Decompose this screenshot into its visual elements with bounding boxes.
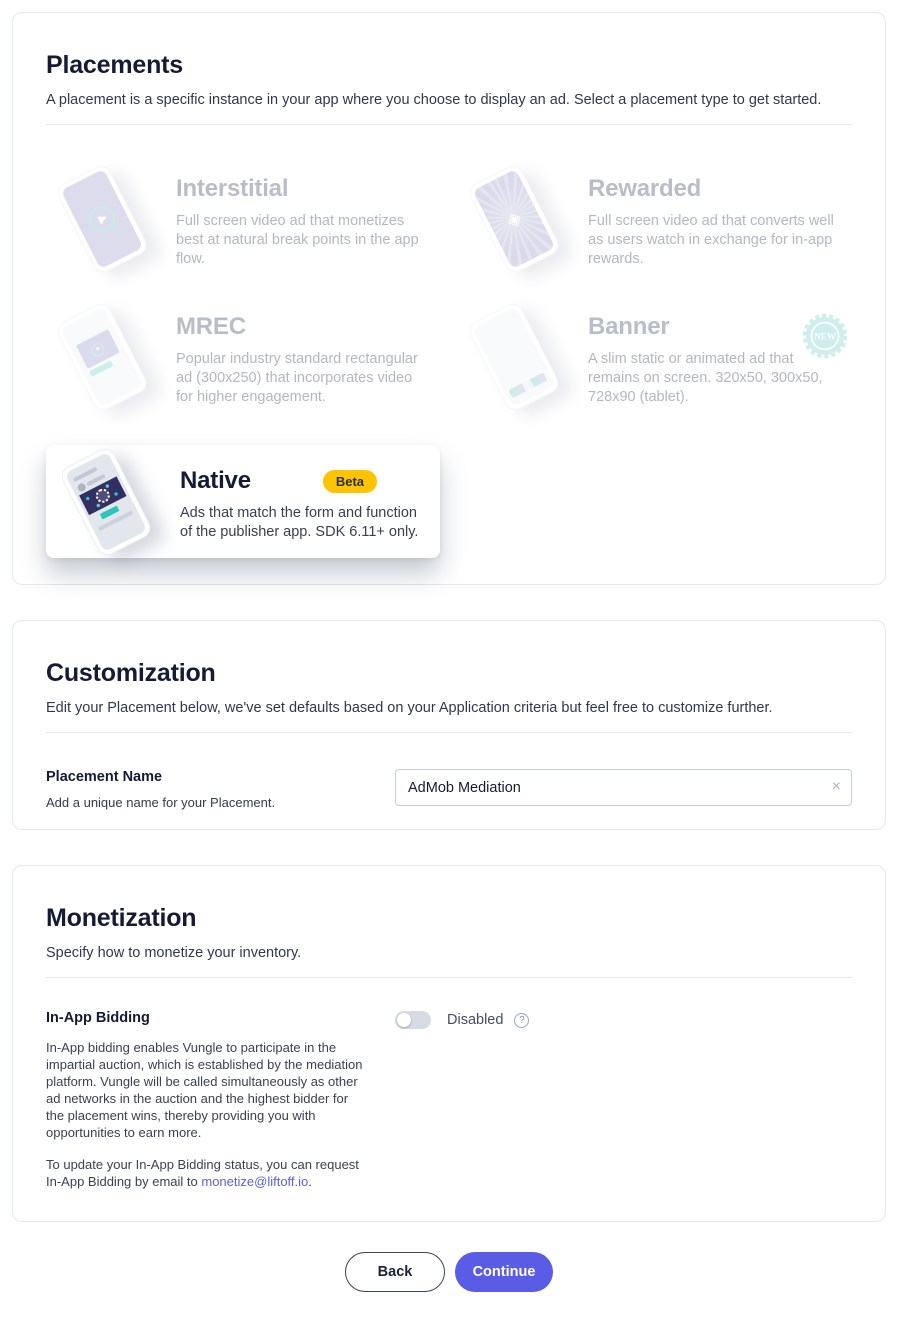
back-button[interactable]: Back — [345, 1252, 445, 1292]
gem-icon: ◈ — [503, 206, 525, 232]
placements-subtitle: A placement is a specific instance in your app where you choose to display an ad. Select a placement type to get started. — [46, 92, 822, 108]
placement-type-title: Rewarded — [588, 175, 702, 202]
toggle-status-text: Disabled — [447, 1012, 504, 1028]
banner-phone-icon — [458, 307, 570, 407]
in-app-bidding-request-text: To update your In-App Bidding status, you can request In-App Bidding by email to monetize@liftoff.io. — [46, 1157, 359, 1189]
section-divider — [46, 124, 852, 125]
placement-name-helper: Add a unique name for your Placement. — [46, 795, 276, 810]
section-divider — [46, 732, 852, 733]
interstitial-phone-icon — [46, 169, 158, 269]
placements-title: Placements — [46, 51, 183, 79]
placement-type-grid — [46, 169, 852, 558]
placement-name-field-row — [46, 769, 852, 810]
continue-button[interactable]: Continue — [455, 1252, 553, 1292]
clear-input-icon[interactable]: × — [831, 778, 841, 795]
placement-type-title: Banner — [588, 313, 670, 340]
toggle-knob — [397, 1013, 411, 1027]
placement-type-title: Native — [180, 467, 251, 494]
placement-name-input[interactable] — [395, 769, 852, 806]
customization-title: Customization — [46, 659, 216, 687]
placement-type-mrec[interactable] — [46, 307, 440, 407]
placement-type-description: Full screen video ad that monetizes best at natural break points in the app flow. — [176, 213, 419, 267]
placement-type-title: MREC — [176, 313, 246, 340]
beta-badge: Beta — [323, 470, 377, 493]
section-divider — [46, 977, 852, 978]
rewarded-phone-icon — [458, 169, 570, 269]
play-icon: ▶ — [89, 340, 106, 357]
shutter-icon — [94, 486, 113, 505]
svg-text:NEW: NEW — [814, 331, 836, 342]
footer-actions — [0, 1252, 898, 1292]
customization-section — [12, 620, 886, 830]
monetization-section — [12, 865, 886, 1222]
in-app-bidding-label: In-App Bidding — [46, 1010, 150, 1026]
monetize-email-link[interactable]: monetize@liftoff.io — [201, 1174, 309, 1189]
mrec-phone-icon — [46, 307, 158, 407]
in-app-bidding-row — [46, 1010, 852, 1190]
monetization-title: Monetization — [46, 904, 197, 932]
in-app-bidding-description: In-App bidding enables Vungle to participate in the impartial auction, which is established by the mediation platform. Vungle will be called simultaneously as other ad networks in the auction and the highest bidder for the placement wins, thereby providing you with opportunities to earn more. — [46, 1040, 363, 1140]
help-icon[interactable]: ? — [514, 1013, 529, 1028]
placement-type-interstitial[interactable] — [46, 169, 440, 269]
customization-subtitle: Edit your Placement below, we've set defaults based on your Application criteria but feel free to customize further. — [46, 700, 773, 716]
new-badge — [802, 313, 848, 364]
placement-type-rewarded[interactable] — [458, 169, 852, 269]
placements-section — [12, 12, 886, 585]
placement-type-description: Ads that match the form and function of the publisher app. SDK 6.11+ only. — [180, 505, 419, 540]
placement-type-banner[interactable] — [458, 307, 852, 407]
placement-type-description: Popular industry standard rectangular ad (300x250) that incorporates video for higher engagement. — [176, 351, 418, 405]
placement-type-description: Full screen video ad that converts well as users watch in exchange for in-app rewards. — [588, 213, 834, 267]
monetization-subtitle: Specify how to monetize your inventory. — [46, 945, 302, 961]
placement-type-description: A slim static or animated ad that remains on screen. 320x50, 300x50, 728x90 (tablet). — [588, 351, 823, 405]
placement-type-native-selected[interactable] — [46, 445, 440, 558]
native-phone-icon — [50, 454, 162, 550]
placement-name-label: Placement Name — [46, 769, 163, 785]
in-app-bidding-toggle[interactable] — [395, 1011, 431, 1029]
placement-type-title: Interstitial — [176, 175, 289, 202]
play-icon: ▶ — [85, 202, 120, 237]
